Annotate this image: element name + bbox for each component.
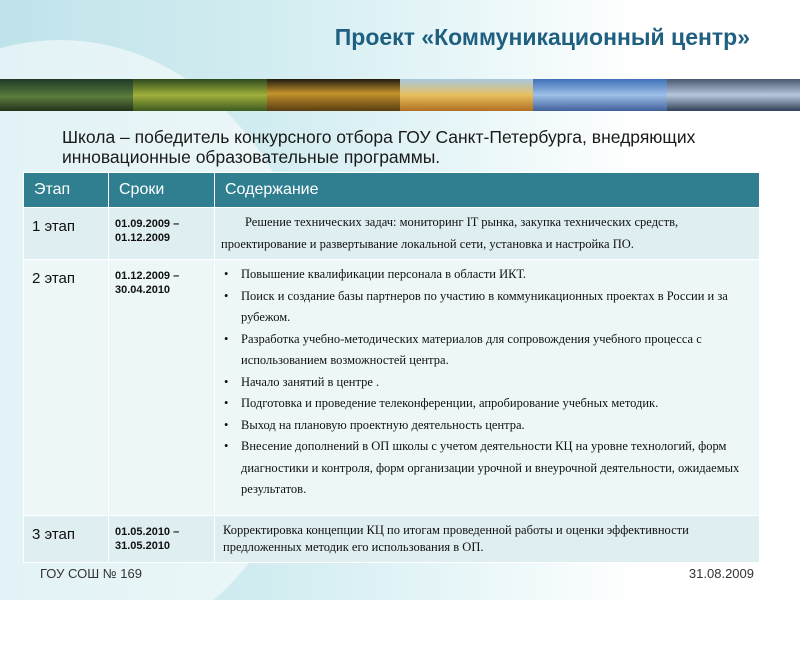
dates-cell: 01.09.2009 – 01.12.2009 (109, 208, 215, 260)
header-content: Содержание (215, 173, 760, 208)
list-item: • Поиск и создание базы партнеров по участию в коммуникационных проектах в России и за рубежом. (221, 286, 753, 329)
photo-motherboard (267, 79, 400, 111)
header-stage: Этап (24, 173, 109, 208)
table-header-row (24, 173, 760, 208)
content-cell: Решение технических задач: мониторинг IT рынка, закупка технических средств, проектирование и развертывание локальной сети, установка и настройка ПО. (215, 208, 760, 260)
slide-title: Проект «Коммуникационный центр» (334, 24, 750, 50)
list-item: • Подготовка и проведение телеконференции, апробирование учебных методик. (221, 393, 753, 415)
list-item: • Разработка учебно-методических материалов для сопровождения учебного процесса с использованием возможностей центра. (221, 329, 753, 372)
list-item: • Внесение дополнений в ОП школы с учетом деятельности КЦ на уровне технологий, форм диагностики и контроля, форм организации урочной и внеурочной деятельности, ожидаемых результатов. (221, 436, 753, 501)
dates-cell: 01.05.2010 – 31.05.2010 (109, 516, 215, 563)
content-cell: Корректировка концепции КЦ по итогам проведенной работы и оценки эффективности предложенных методик его использования в ОП. (215, 516, 760, 563)
dates-cell: 01.12.2009 – 30.04.2010 (109, 260, 215, 516)
stage-cell: 1 этап (24, 208, 109, 260)
bullet-list (221, 264, 753, 501)
header-dates: Сроки (109, 173, 215, 208)
footer-school: ГОУ СОШ № 169 (40, 566, 142, 581)
photo-blue-abstract (533, 79, 666, 111)
list-item: • Повышение квалификации персонала в области ИКТ. (221, 264, 753, 286)
stage-cell: 2 этап (24, 260, 109, 516)
table-row (24, 208, 760, 260)
intro-text: Школа – победитель конкурсного отбора ГОУ Санкт-Петербурга, внедряющих инновационные образовательные программы. (62, 127, 696, 167)
table-row (24, 260, 760, 516)
list-item: • Начало занятий в центре . (221, 372, 753, 394)
photo-keyboard (667, 79, 800, 111)
photo-strip (0, 79, 800, 111)
photo-circuit-board (133, 79, 266, 111)
photo-cd-disc (400, 79, 533, 111)
table-row (24, 516, 760, 563)
list-item: • Выход на плановую проектную деятельность центра. (221, 415, 753, 437)
content-cell (215, 260, 760, 516)
footer-date: 31.08.2009 (688, 566, 754, 581)
stages-table (23, 172, 760, 563)
stage-cell: 3 этап (24, 516, 109, 563)
photo-keyboard-green (0, 79, 133, 111)
